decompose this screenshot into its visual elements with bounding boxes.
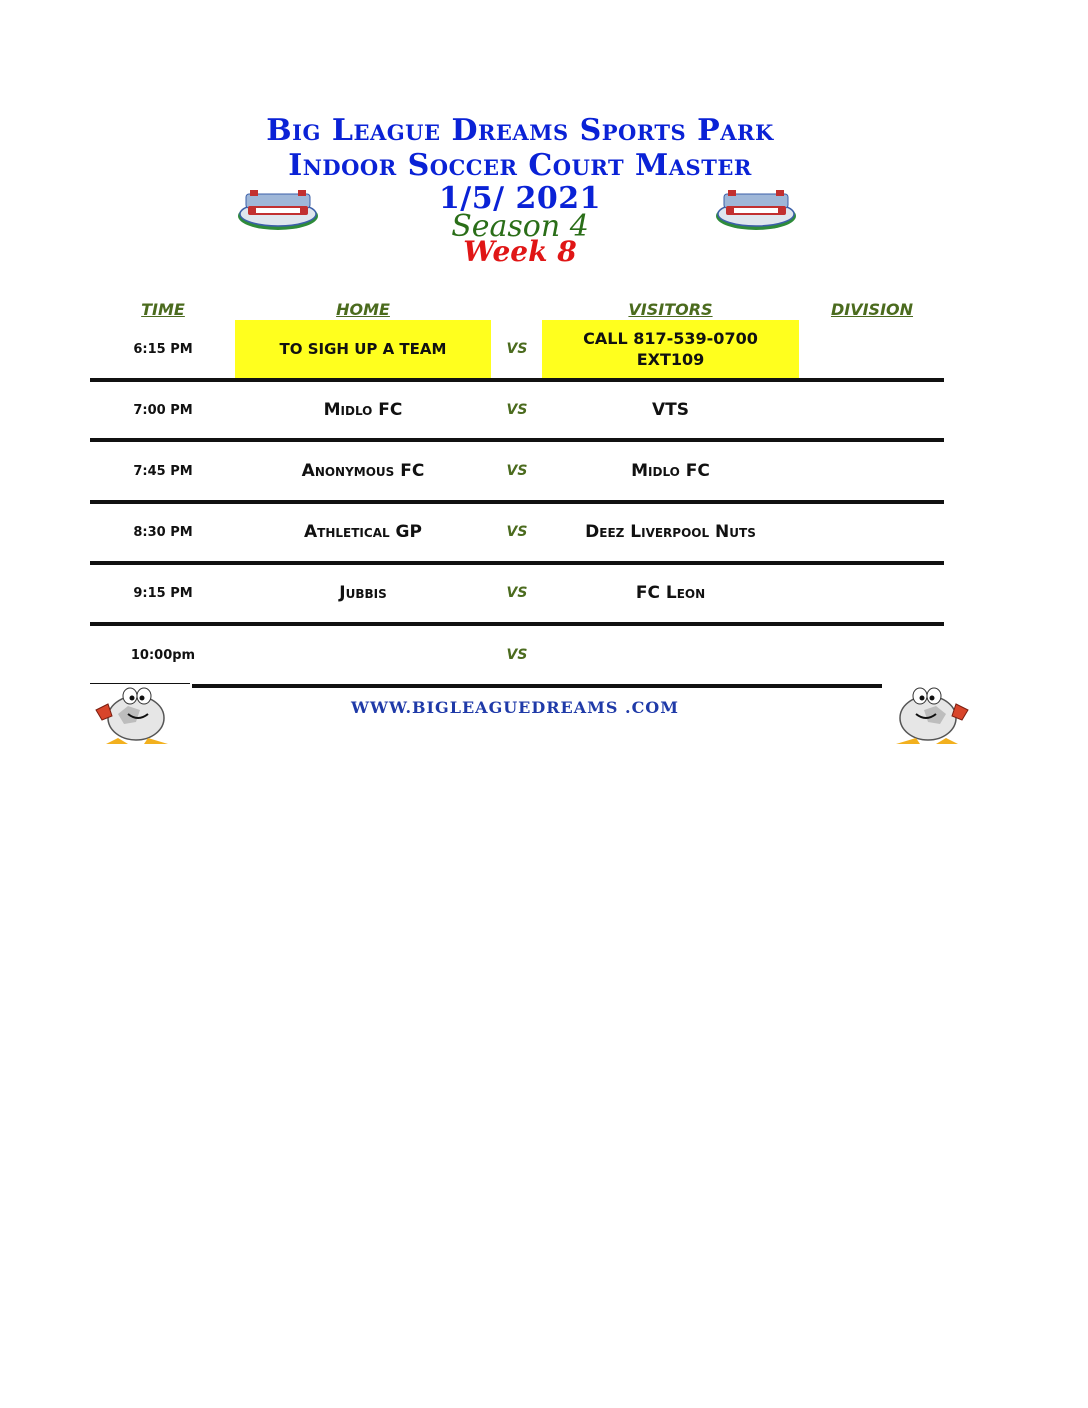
soccer-ball-mascot-icon xyxy=(880,684,976,746)
division xyxy=(810,503,934,561)
game-time: 6:15 PM xyxy=(133,341,193,357)
stadium-logo-icon xyxy=(236,186,320,232)
game-time: 7:00 PM xyxy=(133,402,193,418)
page-subtitle: Indoor Soccer Court Master xyxy=(288,148,752,183)
row-divider xyxy=(192,684,882,688)
table-row xyxy=(90,320,944,378)
game-time: 10:00pm xyxy=(130,647,196,663)
home-team: TO SIGH UP A TEAM xyxy=(235,320,491,378)
visitor-team: Deez Liverpool Nuts xyxy=(585,521,756,542)
vs-label: VS xyxy=(506,585,528,601)
visitor-team xyxy=(542,626,799,684)
game-time: 9:15 PM xyxy=(133,585,193,601)
visitor-team: Midlo FC xyxy=(631,460,710,481)
home-team xyxy=(235,626,491,684)
table-row xyxy=(90,626,944,684)
vs-label: VS xyxy=(506,524,528,540)
game-time: 8:30 PM xyxy=(133,524,193,540)
visitor-team: FC Leon xyxy=(635,582,706,603)
table-row xyxy=(90,442,944,500)
column-header-division: DIVISION xyxy=(830,300,914,319)
vs-label: VS xyxy=(506,402,528,418)
division xyxy=(810,626,934,684)
division xyxy=(810,564,934,622)
table-row xyxy=(90,503,944,561)
game-time: 7:45 PM xyxy=(133,463,193,479)
soccer-ball-mascot-icon xyxy=(88,684,184,746)
season-label: Season 4 xyxy=(451,209,589,244)
stadium-logo-icon xyxy=(714,186,798,232)
visitor-team: VTS xyxy=(652,399,689,420)
division xyxy=(810,320,934,378)
division xyxy=(810,442,934,500)
column-header-time: TIME xyxy=(141,300,185,319)
table-row xyxy=(90,564,944,622)
column-header-home: HOME xyxy=(336,300,390,319)
column-header-visitors: VISITORS xyxy=(628,300,713,319)
division xyxy=(810,381,934,439)
home-team: Athletical GP xyxy=(304,522,422,542)
week-label: Week 8 xyxy=(463,235,577,268)
table-row xyxy=(90,381,944,439)
website-link[interactable]: WWW.BIGLEAGUEDREAMS .COM xyxy=(351,698,679,717)
visitor-team: CALL 817-539-0700 EXT109 xyxy=(542,320,799,378)
vs-label: VS xyxy=(506,341,528,357)
vs-label: VS xyxy=(506,647,528,663)
home-team: Midlo FC xyxy=(323,400,403,420)
home-team: Anonymous FC xyxy=(301,461,425,481)
vs-label: VS xyxy=(506,463,528,479)
home-team: Jubbis xyxy=(339,583,387,603)
page-title: Big League Dreams Sports Park xyxy=(266,113,774,148)
schedule-date: 1/5/ 2021 xyxy=(438,181,602,216)
